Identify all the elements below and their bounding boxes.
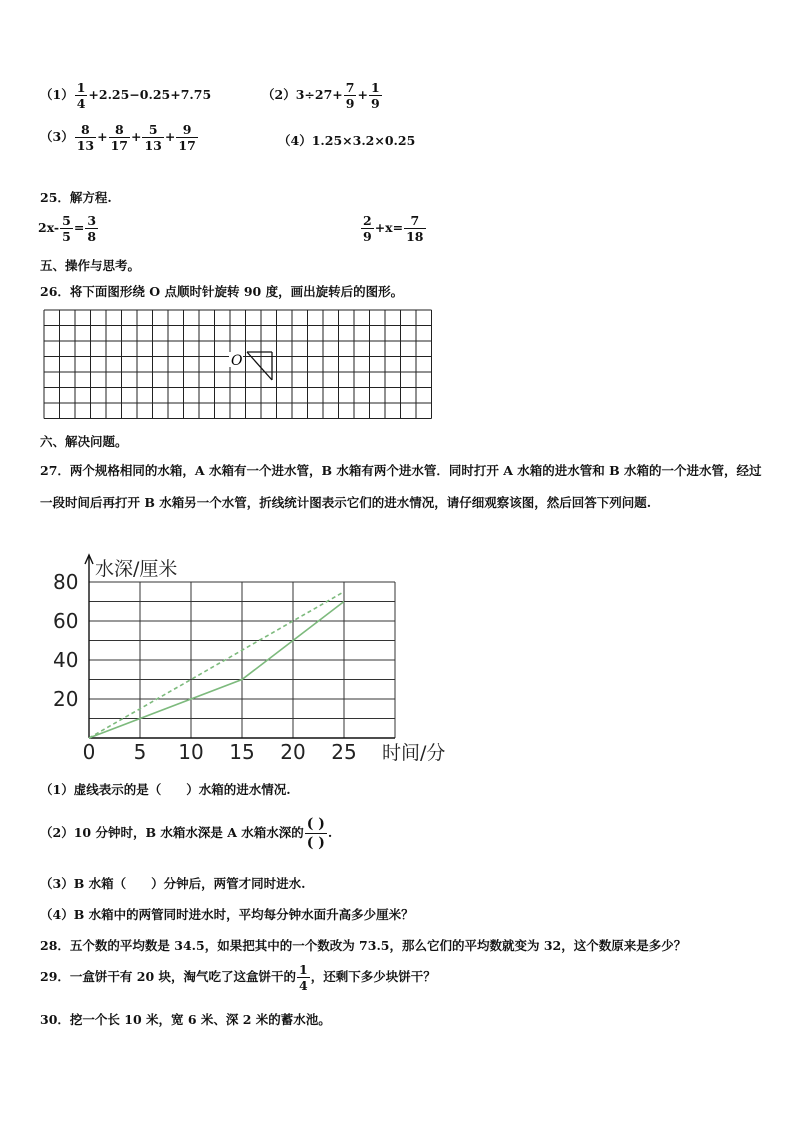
q27-sub1: （1）虚线表示的是（ ）水箱的进水情况. [40, 782, 291, 797]
q29-text: 29．一盒饼干有 20 块，淘气吃了这盒饼干的 $\frac{1}{4}$ ，还剩下多少块饼干？ [40, 962, 436, 993]
y-tick-label: 80 [53, 570, 79, 594]
water-depth-chart [45, 550, 475, 765]
fraction: $\frac{8}{17}$ [110, 122, 128, 153]
fraction: $\frac{5}{5}$ [62, 213, 71, 244]
fraction: $\frac{1}{9}$ [370, 80, 380, 111]
y-tick-label: 60 [53, 609, 79, 633]
q24-item1: （1） $\frac{1}{4}$ +2.25−0.25+7.75 [40, 80, 212, 111]
rotation-grid [43, 309, 433, 424]
q25-eq1: 2x- $\frac{5}{5}$ = $\frac{3}{8}$ [38, 213, 97, 244]
fraction: $\frac{1}{4}$ [76, 80, 86, 111]
y-tick-label: 20 [53, 687, 79, 711]
q27-paragraph: 27．两个规格相同的水箱，A 水箱有一个进水管，B 水箱有两个进水管．同时打开 A 水箱的进水管和 B 水箱的一个进水管，经过一段时间后再打开 B 水箱另一个水管，折线统计图表示它们的进水情况，请仔细观察该图，然后回答下列问题. [40, 463, 762, 510]
section-6-heading: 六、解决问题。 [40, 434, 128, 449]
x-axis-title: 时间/分 [382, 742, 446, 764]
x-tick-label: 15 [229, 740, 255, 764]
q25-title: 25．解方程. [40, 190, 112, 205]
q28-text: 28．五个数的平均数是 34.5，如果把其中的一个数改为 73.5，那么它们的平均数就变为 32，这个数原来是多少？ [40, 938, 687, 953]
x-tick-label: 10 [178, 740, 204, 764]
q27-sub4: （4）B 水箱中的两管同时进水时，平均每分钟水面升高多少厘米？ [40, 907, 414, 922]
x-tick-label: 0 [82, 740, 96, 764]
fraction: $\frac{7}{9}$ [345, 80, 355, 111]
series-line-solid [89, 602, 344, 739]
q27-sub3: （3）B 水箱（ ）分钟后，两管才同时进水. [40, 876, 306, 891]
fraction: $\frac{7}{18}$ [406, 213, 424, 244]
q25-eq2: $\frac{2}{9}$ +x= $\frac{7}{18}$ [363, 213, 424, 244]
fraction: $\frac{3}{8}$ [87, 213, 97, 244]
section-5-heading: 五、操作与思考。 [40, 258, 141, 273]
fraction: $\frac{1}{4}$ [299, 962, 308, 993]
q27-sub2: （2）10 分钟时，B 水箱水深是 A 水箱水深的 $\frac{( )}{( )}$ . [40, 816, 333, 851]
fraction: $\frac{5}{13}$ [144, 122, 162, 153]
q24-item2: （2）3÷27+ $\frac{7}{9}$ + $\frac{1}{9}$ [262, 80, 380, 111]
q26-text: 26．将下面图形绕 O 点顺时针旋转 90 度，画出旋转后的图形。 [40, 284, 404, 299]
q30-text: 30．挖一个长 10 米，宽 6 米、深 2 米的蓄水池。 [40, 1012, 331, 1027]
q24-item3: （3） $\frac{8}{13}$ + $\frac{8}{17}$ + $\frac{5}{13}$ + $\frac{9}{17}$ [40, 122, 196, 153]
y-tick-label: 40 [53, 648, 79, 672]
point-o-label: O [231, 353, 243, 369]
y-axis-title: 水深/厘米 [95, 558, 178, 580]
fraction: $\frac{8}{13}$ [76, 122, 95, 153]
fraction: $\frac{2}{9}$ [363, 213, 372, 244]
series-line-dashed [89, 592, 344, 738]
q24-item4: （4）1.25×3.2×0.25 [278, 133, 416, 148]
x-tick-label: 5 [133, 740, 147, 764]
blank-fraction: $\frac{( )}{( )}$ [306, 816, 325, 851]
x-tick-label: 20 [280, 740, 306, 764]
fraction: $\frac{9}{17}$ [178, 122, 196, 153]
x-tick-label: 25 [331, 740, 357, 764]
